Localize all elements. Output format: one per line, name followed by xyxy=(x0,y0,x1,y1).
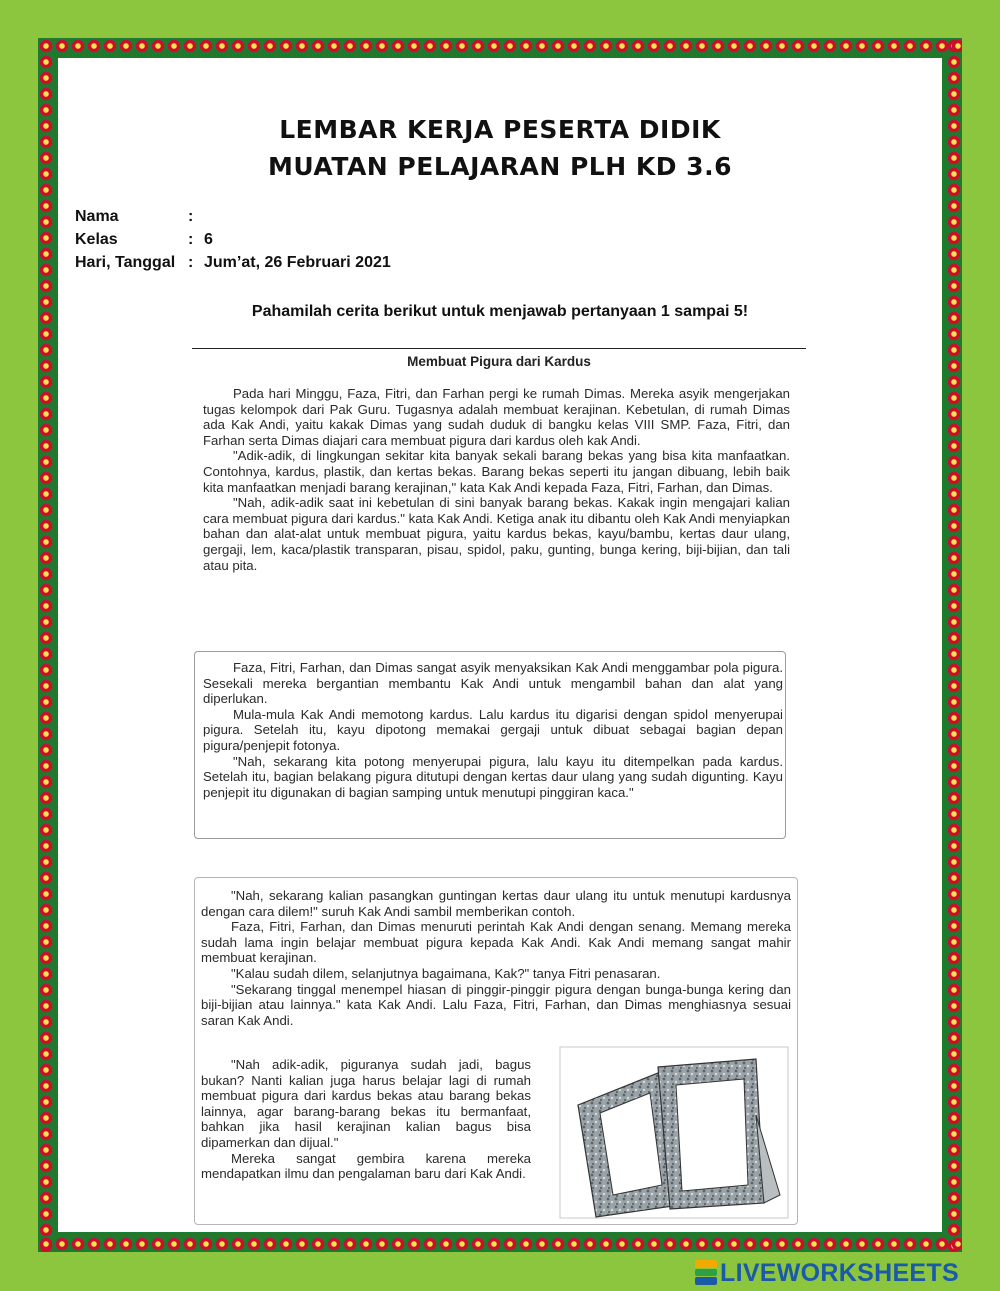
story-paragraph: "Kalau sudah dilem, selanjutnya bagaimana, Kak?" tanya Fitri penasaran. xyxy=(231,965,661,981)
story-part-1 xyxy=(203,386,790,573)
date-value: Jum’at, 26 Februari 2021 xyxy=(204,254,391,271)
info-colon: : xyxy=(188,254,194,271)
info-row-kelas xyxy=(75,231,391,254)
instruction-text: Pahamilah cerita berikut untuk menjawab pertanyaan 1 sampai 5! xyxy=(251,303,749,320)
info-row-nama xyxy=(75,208,391,231)
info-label: Nama xyxy=(75,208,119,225)
story-part-3 xyxy=(201,888,791,1028)
story-part-2 xyxy=(203,660,783,800)
story-paragraph: Faza, Fitri, Farhan, dan Dimas menuruti perintah Kak Andi dengan senang. Memang mereka sudah lama ingin belajar membuat pigura kepada Kak Andi. Kak Andi memang sangat mahir membuat kerajinan. xyxy=(201,919,791,966)
story-paragraph: "Nah, adik-adik saat ini kebetulan di sini banyak barang bekas. Kakak ingin mengajari kalian cara membuat pigura dari kardus." kata Kak Andi. Ketiga anak itu dibantu oleh Kak Andi menyiapkan bahan dan alat-alat untuk membuat pigura, yaitu kardus bekas, kayu/bambu, kertas daur ulang, gergaji, lem, kaca/plastik transparan, pisau, spidol, paku, gunting, bunga kering, biji-bijian, dan tali atau pita. xyxy=(203,495,790,573)
story-paragraph: "Adik-adik, di lingkungan sekitar kita banyak sekali barang bekas yang bisa kita manfaatkan. Contohnya, kardus, plastik, dan kertas bekas. Barang bekas seperti itu jangan dibuang, lebih baik kita manfaatkan menjadi barang kerajinan," kata Kak Andi kepada Faza, Fitri, Farhan, dan Dimas. xyxy=(203,448,790,495)
story-paragraph: Faza, Fitri, Farhan, dan Dimas sangat asyik menyaksikan Kak Andi menggambar pola pigura. Sesekali mereka bergantian membantu Kak Andi untuk mengambil bahan dan alat yang diperlukan. xyxy=(203,660,783,707)
liveworksheets-logo-icon xyxy=(695,1260,717,1286)
info-label: Kelas xyxy=(75,231,118,248)
story-title: Membuat Pigura dari Kardus xyxy=(407,354,591,369)
info-colon: : xyxy=(188,208,194,225)
info-row-tanggal xyxy=(75,254,391,277)
story-paragraph: Mula-mula Kak Andi memotong kardus. Lalu kardus itu digarisi dengan spidol menyerupai pigura. Setelah itu, kayu dipotong memakai gergaji untuk dibuat sebagai bagian depan pigura/penjepit fotonya. xyxy=(203,706,783,753)
info-label: Hari, Tanggal xyxy=(75,254,176,271)
student-info xyxy=(75,208,391,277)
divider xyxy=(192,348,806,349)
brand-name: LIVEWORKSHEETS xyxy=(720,1258,959,1287)
worksheet-title: LEMBAR KERJA PESERTA DIDIK xyxy=(279,115,721,144)
story-paragraph: "Sekarang tinggal menempel hiasan di pinggir-pinggir pigura dengan bunga-bunga kering dan biji-bijian atau lainnya." kata Kak Andi. Lalu Faza, Fitri, Farhan, dan Dimas menghiasnya sesuai saran Kak Andi. xyxy=(201,981,791,1028)
story-part-4 xyxy=(201,1057,531,1182)
story-paragraph: "Nah adik-adik, piguranya sudah jadi, bagus bukan? Nanti kalian juga harus belajar lagi di rumah membuat pigura dari kardus bekas atau barang bekas lainnya, agar barang-barang bekas itu bermanfaat, bahkan jika hasil kerajinan kalian bagus bisa dipamerkan dan dijual." xyxy=(201,1057,531,1150)
class-value: 6 xyxy=(204,231,213,248)
story-paragraph: Pada hari Minggu, Faza, Fitri, dan Farhan pergi ke rumah Dimas. Mereka asyik mengerjakan tugas kelompok dari Pak Guru. Tugasnya adalah membuat kerajinan. Kebetulan, di rumah Dimas ada Kak Andi, yaitu kakak Dimas yang sudah duduk di bangku kelas VIII SMP. Faza, Fitri, dan Farhan serta Dimas diajari cara membuat pigura dari kardus oleh kak Andi. xyxy=(203,386,790,448)
info-colon: : xyxy=(188,231,194,248)
story-paragraph: "Nah, sekarang kalian pasangkan guntingan kertas daur ulang itu untuk menutupi kardusnya dengan cara dilem!" suruh Kak Andi sambil memberikan contoh. xyxy=(201,888,791,919)
picture-frames-illustration xyxy=(558,1045,790,1220)
story-paragraph: Mereka sangat gembira karena mereka mendapatkan ilmu dan pengalaman baru dari Kak Andi. xyxy=(201,1150,531,1182)
worksheet-subtitle: MUATAN PELAJARAN PLH KD 3.6 xyxy=(268,152,732,181)
liveworksheets-logo xyxy=(695,1259,959,1287)
story-paragraph: "Nah, sekarang kita potong menyerupai pigura, lalu kayu itu ditempelkan pada kardus. Setelah itu, bagian belakang pigura ditutupi dengan kertas daur ulang yang sudah digunting. Kayu penjepit itu digunakan di bagian samping untuk menutupi pinggiran kaca." xyxy=(203,753,783,800)
